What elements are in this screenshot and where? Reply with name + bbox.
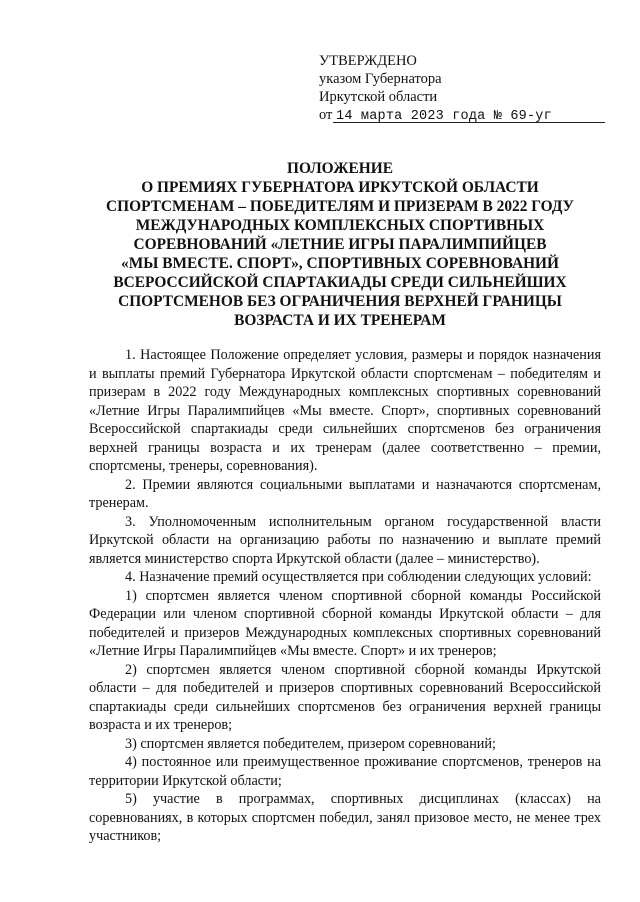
approval-heading: УТВЕРЖДЕНО xyxy=(319,53,417,69)
condition-1: 1) спортсмен является членом спортивной сборной команды Российской Федерации или членом спортивной сборной команды Иркутской области – для победителей и призеров Международных комплексных спортивных соревнований «Летние Игры Паралимпийцев «Мы вместе. Спорт» и их тренеров; xyxy=(89,587,601,659)
condition-5: 5) участие в программах, спортивных дисциплинах (классах) на соревнованиях, в которых спортсмен победил, занял призовое место, не менее трех участников; xyxy=(89,791,601,844)
document-title xyxy=(90,159,590,330)
title-line: ПОЛОЖЕНИЕ xyxy=(287,160,393,177)
approval-decree: указом Губернатора xyxy=(319,71,442,87)
document-body xyxy=(89,346,601,846)
approval-region: Иркутской области xyxy=(319,89,438,105)
title-line: СОРЕВНОВАНИЙ «ЛЕТНИЕ ИГРЫ ПАРАЛИМПИЙЦЕВ xyxy=(133,236,547,253)
date-underline xyxy=(333,122,605,123)
approval-date-prefix: от xyxy=(319,107,333,123)
condition-2: 2) спортсмен является членом спортивной сборной команды Иркутской области – для победителей и призеров спортивных соревнований Всероссийской спартакиады среди сильнейших спортсменов без ограничения верхней границы возраста и их тренеров; xyxy=(89,661,601,733)
title-line: СПОРТСМЕНАМ – ПОБЕДИТЕЛЯМ И ПРИЗЕРАМ В 2022 ГОДУ xyxy=(106,198,574,215)
approval-date-line xyxy=(319,106,605,126)
paragraph-3: 3. Уполномоченным исполнительным органом государственной власти Иркутской области на организацию работы по назначению и выплате премий является министерство спорта Иркутской области (далее – министерство). xyxy=(89,513,601,567)
title-line: СПОРТСМЕНОВ БЕЗ ОГРАНИЧЕНИЯ ВЕРХНЕЙ ГРАНИЦЫ xyxy=(118,293,562,310)
title-line: ВСЕРОССИЙСКОЙ СПАРТАКИАДЫ СРЕДИ СИЛЬНЕЙШИХ xyxy=(113,274,567,291)
condition-3: 3) спортсмен является победителем, призером соревнований; xyxy=(125,735,496,752)
title-line: МЕЖДУНАРОДНЫХ КОМПЛЕКСНЫХ СПОРТИВНЫХ xyxy=(135,217,545,234)
title-line: «МЫ ВМЕСТЕ. СПОРТ», СПОРТИВНЫХ СОРЕВНОВАНИЙ xyxy=(121,255,559,272)
paragraph-2: 2. Премии являются социальными выплатами и назначаются спортсменам, тренерам. xyxy=(89,476,601,511)
paragraph-4: 4. Назначение премий осуществляется при соблюдении следующих условий: xyxy=(125,569,592,585)
title-line: О ПРЕМИЯХ ГУБЕРНАТОРА ИРКУТСКОЙ ОБЛАСТИ xyxy=(141,179,539,196)
approval-date-number: 14 марта 2023 года № 69-уг xyxy=(336,109,552,124)
paragraph-1: 1. Настоящее Положение определяет условия, размеры и порядок назначения и выплаты премий Губернатора Иркутской области спортсменам – победителям и призерам в 2022 году Международных комплексных спортивных соревнований «Летние Игры Паралимпийцев «Мы вместе. Спорт», спортивных соревнований Всероссийской спартакиады среди сильнейших спортсменов без ограничения верхней границы возраста и их тренерам (далее соответственно – премии, спортсмены, тренеры, соревнования). xyxy=(89,347,601,474)
condition-4: 4) постоянное или преимущественное проживание спортсменов, тренеров на территории Иркутской области; xyxy=(89,754,601,789)
title-line: ВОЗРАСТА И ИХ ТРЕНЕРАМ xyxy=(234,312,446,329)
approval-stamp xyxy=(319,52,605,126)
